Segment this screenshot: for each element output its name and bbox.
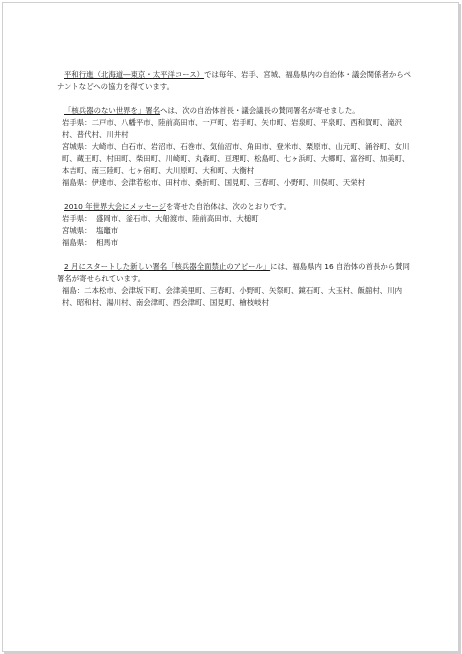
peace-march-text: では毎年、岩手、宮城、福島県内の自治体・議会関係者からペナントなどへの協力を得ています。 [57, 70, 412, 91]
world-conference-name: 2010 年世界大会にメッセージ [64, 202, 167, 211]
prefecture-label: 宮城県： [62, 226, 92, 235]
paragraph-signature [57, 105, 411, 117]
miyagi-municipalities: 宮城県：大崎市、白石市、岩沼市、石巻市、気仙沼市、角田市、登米市、栗原市、山元町、涌谷町、女川町、蔵王町、村田町、柴田町、川崎町、丸森町、亘理町、松島町、七ヶ浜町、大郷町、富谷町、加美町、本吉町、南三陸町、七ヶ宿町、大川原町、大和町、大衡村 [62, 142, 410, 175]
paragraph-world-conference [57, 201, 411, 213]
new-appeal-name: 2 月にスタートした新しい署名「核兵器全面禁止のアピール」 [64, 262, 271, 271]
prefecture-value: 塩竈市 [96, 226, 119, 235]
iwate-municipalities: 岩手県：二戸市、八幡平市、陸前高田市、一戸町、岩手町、矢巾町、岩泉町、平泉町、西和賀町、滝沢村、普代村、川井村 [62, 118, 402, 139]
signature-intro-text: へは、次の自治体首長・議会議長の賛同署名が寄せました。 [160, 106, 360, 115]
paragraph-peace-march [57, 69, 411, 93]
world-conference-text: を寄せた自治体は、次のとおりです。 [166, 202, 292, 211]
fukushima-appeal-list: 福島：二本松市、会津坂下町、会津美里町、三春町、小野町、矢祭町、鏡石町、大玉村、飯舘村、川内村、昭和村、湯川村、南会津町、西会津町、国見町、檜枝岐村 [62, 286, 402, 307]
fukushima-municipalities: 福島県：伊達市、会津若松市、田村市、桑折町、国見町、三春町、小野町、川俣町、天栄村 [62, 178, 366, 187]
peace-march-link-text: 平和行進（北海道―東京・太平洋コース） [64, 70, 205, 79]
message-row [57, 237, 411, 249]
message-row [57, 213, 411, 225]
document-page [2, 2, 459, 652]
prefecture-value: 相馬市 [96, 238, 119, 247]
paragraph-new-appeal [57, 261, 411, 285]
message-row [57, 225, 411, 237]
prefecture-value: 盛岡市、釜石市、大船渡市、陸前高田市、大槌町 [96, 214, 259, 223]
document-body [57, 69, 411, 309]
prefecture-label: 福島県： [62, 238, 92, 247]
signature-campaign-name: 「核兵器のない世界を」署名 [64, 106, 161, 115]
prefecture-label: 岩手県： [62, 214, 92, 223]
new-appeal-text: には、福島県内 16 自治体の首長から賛同署名が寄せられています。 [57, 262, 410, 283]
